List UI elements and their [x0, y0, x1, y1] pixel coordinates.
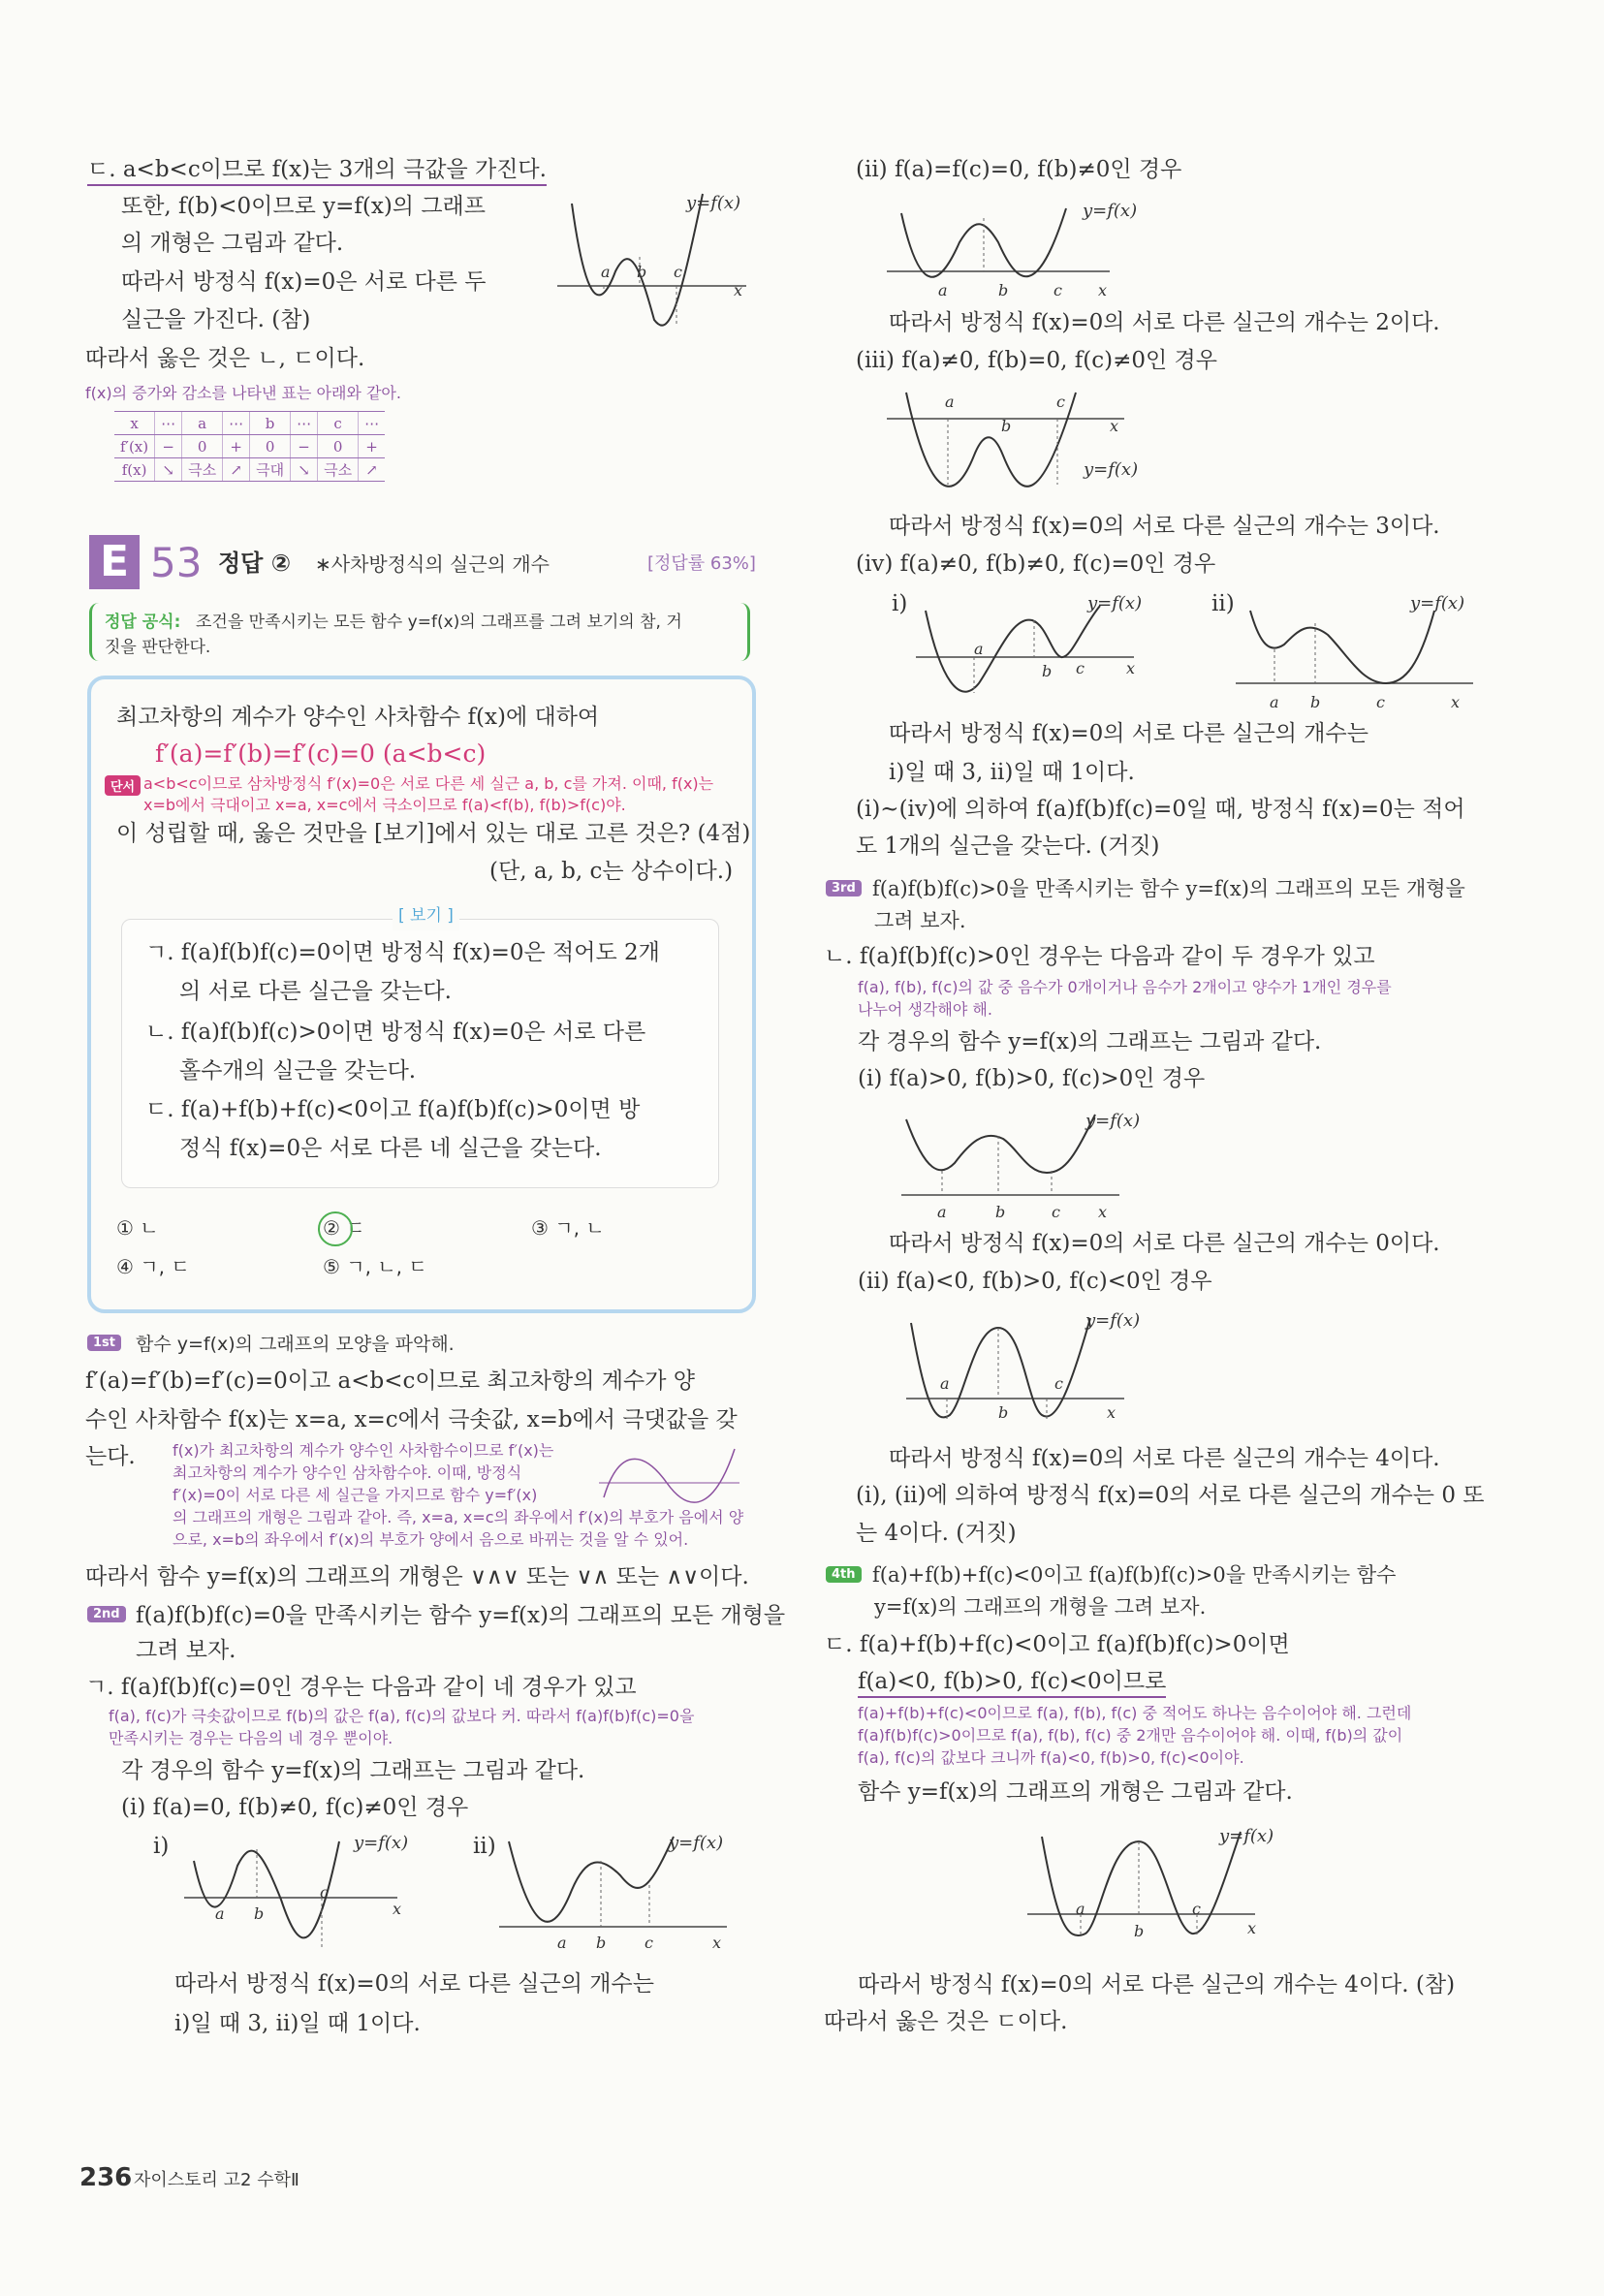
- graph-label: y=f(x): [1087, 593, 1143, 613]
- text-line: 도 1개의 실근을 갖는다. (거짓): [856, 833, 1160, 859]
- graph-label: x: [712, 1934, 722, 1952]
- graph-label: x: [734, 281, 743, 299]
- hint-text: a<b<c이므로 삼차방정식 f′(x)=0은 서로 다른 세 실근 a, b, c를 가져. 이때, f(x)는: [143, 774, 714, 793]
- hint-text: x=b에서 극대이고 x=a, x=c에서 극소이므로 f(a)<f(b), f(b)>f(c)야.: [143, 796, 626, 814]
- table-note: f(x)의 증가와 감소를 나타낸 표는 아래와 같아.: [85, 384, 401, 402]
- bogi-item: ㄴ. f(a)f(b)f(c)>0이면 방정식 f(x)=0은 서로 다른: [145, 1020, 646, 1045]
- final-answer: 따라서 옳은 것은 ㄷ이다.: [824, 2009, 1068, 2034]
- side-note: f(a), f(c)가 극솟값이므로 f(b)의 값은 f(a), f(c)의 값보다 커. 따라서 f(a)f(b)f(c)=0을: [109, 1707, 695, 1725]
- step2-title: 그려 보자.: [136, 1638, 236, 1663]
- side-note: f′(x)=0이 서로 다른 세 실근을 가지므로 함수 y=f′(x): [173, 1486, 538, 1504]
- text-line: ⅰ)일 때 3, ⅱ)일 때 1이다.: [889, 760, 1135, 785]
- text-line: (ⅰ) f(a)=0, f(b)≠0, f(c)≠0인 경우: [121, 1795, 469, 1820]
- text-line: f′(a)=f′(b)=f′(c)=0이고 a<b<c이므로 최고차항의 계수가 양: [85, 1368, 695, 1394]
- graph-label: a: [557, 1934, 567, 1952]
- graph-label: y=f(x): [686, 193, 741, 213]
- answer-circle: [318, 1211, 353, 1246]
- text-line: 따라서 방정식 f(x)=0의 서로 다른 실근의 개수는 3이다.: [889, 514, 1440, 539]
- step3-title: f(a)f(b)f(c)>0을 만족시키는 함수 y=f(x)의 그래프의 모든 개형을: [872, 877, 1465, 900]
- graph-label: a: [601, 263, 611, 281]
- graph-label: c: [645, 1934, 653, 1952]
- bogi-item: 의 서로 다른 실근을 갖는다.: [179, 979, 452, 1004]
- table-cell: +: [223, 435, 250, 458]
- table-cell: 0: [182, 435, 223, 458]
- table-cell: x: [114, 412, 155, 435]
- graph-label: x: [1247, 1919, 1257, 1937]
- text-line: 따라서 함수 y=f(x)의 그래프의 개형은 ∨∧∨ 또는 ∨∧ 또는 ∧∨이다.: [85, 1564, 749, 1589]
- formula-label: 정답 공식:: [105, 613, 181, 632]
- side-note: f(a), f(c)의 값보다 크니까 f(a)<0, f(b)>0, f(c)<0이야.: [858, 1748, 1244, 1767]
- question-formula: f′(a)=f′(b)=f′(c)=0 (a<b<c): [155, 739, 487, 768]
- problem-number: 53: [150, 539, 203, 586]
- table-cell: ⋯: [359, 412, 386, 435]
- graph-label: y=f(x): [1083, 201, 1138, 221]
- table-cell: 0: [318, 435, 359, 458]
- text-line: 따라서 방정식 f(x)=0의 서로 다른 실근의 개수는 4이다. (참): [858, 1972, 1456, 1997]
- graph-label: y=f(x): [1084, 459, 1139, 480]
- question-text: 이 성립할 때, 옳은 것만을 [보기]에서 있는 대로 고른 것은? (4점): [116, 821, 751, 846]
- graph-label: b: [254, 1904, 265, 1923]
- question-text: (단, a, b, c는 상수이다.): [489, 859, 734, 884]
- formula-text: 조건을 만족시키는 모든 함수 y=f(x)의 그래프를 그려 보기의 참, 거: [196, 613, 682, 632]
- table-cell: ↘: [155, 458, 182, 482]
- graph-label: x: [393, 1900, 402, 1918]
- table-cell: f′(x): [114, 435, 155, 458]
- topic: ∗사차방정식의 실근의 개수: [315, 552, 550, 576]
- step1-title: 함수 y=f(x)의 그래프의 모양을 파악해.: [136, 1334, 455, 1355]
- step2-badge: 2nd: [87, 1606, 126, 1622]
- graph-label: b: [596, 1934, 607, 1952]
- step4-badge: 4th: [826, 1566, 862, 1583]
- side-note: 나누어 생각해야 해.: [858, 1000, 992, 1019]
- problem-number-box: [89, 535, 140, 589]
- side-note: f(a)f(b)f(c)>0이므로 f(a), f(b), f(c) 중 2개만 음수이어야 해. 이때, f(b)의 값이: [858, 1726, 1403, 1745]
- text-line: 는 4이다. (거짓): [856, 1521, 1017, 1546]
- table-cell: f(x): [114, 458, 155, 482]
- table-cell: −: [155, 435, 182, 458]
- text-line: 따라서 방정식 f(x)=0은 서로 다른 두: [121, 269, 487, 295]
- choice-4[interactable]: ④ ㄱ, ㄷ: [116, 1255, 190, 1278]
- graph-label: x: [1098, 281, 1108, 299]
- text-line: 실근을 가진다. (참): [121, 307, 311, 332]
- graph-label: c: [1076, 659, 1085, 677]
- text-line: 따라서 방정식 f(x)=0의 서로 다른 실근의 개수는 0이다.: [889, 1231, 1440, 1256]
- text-line: 수인 사차함수 f(x)는 x=a, x=c에서 극솟값, x=b에서 극댓값을 갖: [85, 1407, 738, 1432]
- graph-label: c: [1192, 1900, 1201, 1918]
- graph-label: c: [1056, 393, 1065, 411]
- text-line: ㄱ. f(a)f(b)f(c)=0인 경우는 다음과 같이 네 경우가 있고: [85, 1675, 637, 1700]
- graph-label: c: [1376, 693, 1385, 711]
- graph-label: a: [215, 1904, 225, 1923]
- step2-title: f(a)f(b)f(c)=0을 만족시키는 함수 y=f(x)의 그래프의 모든 개형을: [136, 1603, 786, 1628]
- text-line: (ⅳ) f(a)≠0, f(b)≠0, f(c)=0인 경우: [856, 551, 1216, 577]
- sub-label: ⅱ): [1211, 591, 1235, 616]
- page-number: 236: [79, 2163, 133, 2192]
- graph-label: c: [1052, 1203, 1060, 1221]
- table-cell: 극소: [318, 458, 359, 482]
- table-cell: +: [359, 435, 386, 458]
- bogi-title: [ 보기 ]: [393, 901, 459, 930]
- graph-label: a: [1270, 693, 1279, 711]
- table-cell: b: [250, 412, 291, 435]
- graph-label: x: [1126, 659, 1136, 677]
- graph-label: c: [1054, 1374, 1063, 1393]
- text-line: (ⅱ) f(a)<0, f(b)>0, f(c)<0인 경우: [858, 1269, 1212, 1294]
- sub-label: ⅰ): [153, 1834, 170, 1859]
- choice-3[interactable]: ③ ㄱ, ㄴ: [531, 1216, 605, 1240]
- graph-label: x: [1098, 1203, 1108, 1221]
- text-line: 각 경우의 함수 y=f(x)의 그래프는 그림과 같다.: [858, 1029, 1322, 1054]
- text-line: (ⅱ) f(a)=f(c)=0, f(b)≠0인 경우: [856, 157, 1182, 182]
- graph-label: c: [674, 263, 682, 281]
- graph-label: x: [1107, 1403, 1117, 1422]
- side-note: 으로, x=b의 좌우에서 f′(x)의 부호가 양에서 음으로 바뀌는 것을 알 수 있어.: [173, 1530, 689, 1549]
- graph-label: y=f(x): [1219, 1826, 1274, 1846]
- graph-case4-ii: [1236, 606, 1478, 693]
- table-cell: 극대: [250, 458, 291, 482]
- text-line: (ⅰ) f(a)>0, f(b)>0, f(c)>0인 경우: [858, 1066, 1206, 1091]
- sub-label: ⅱ): [473, 1834, 496, 1859]
- formula-text: 짓을 판단한다.: [105, 638, 211, 657]
- graph-label: b: [1134, 1922, 1145, 1940]
- step4-title: f(a)+f(b)+f(c)<0이고 f(a)f(b)f(c)>0을 만족시키는 함수: [872, 1563, 1397, 1587]
- text-line: 따라서 방정식 f(x)=0의 서로 다른 실근의 개수는: [889, 721, 1368, 746]
- sub-label: ⅰ): [892, 591, 908, 616]
- choice-2[interactable]: ② ㄷ: [323, 1216, 365, 1240]
- side-note: f(x)가 최고차항의 계수가 양수인 사차함수이므로 f′(x)는: [173, 1441, 554, 1460]
- text-line: 따라서 방정식 f(x)=0의 서로 다른 실근의 개수는: [174, 1971, 654, 1997]
- graph-label: c: [320, 1883, 329, 1902]
- bogi-item: ㄷ. f(a)+f(b)+f(c)<0이고 f(a)f(b)f(c)>0이면 방: [145, 1097, 641, 1122]
- graph-label: b: [995, 1203, 1006, 1221]
- d-statement: ㄷ. a<b<c이므로 f(x)는 3개의 극값을 가진다.: [87, 155, 547, 186]
- choice-5[interactable]: ⑤ ㄱ, ㄴ, ㄷ: [323, 1255, 427, 1278]
- graph-label: b: [637, 263, 647, 281]
- table-row: [114, 435, 385, 458]
- accuracy: [정답률 63%]: [647, 553, 756, 574]
- table-cell: ↗: [359, 458, 386, 482]
- book-title: 자이스토리 고2 수학Ⅱ: [134, 2170, 299, 2190]
- table-cell: ⋯: [223, 412, 250, 435]
- text-line: (ⅰ)~(ⅳ)에 의하여 f(a)f(b)f(c)=0일 때, 방정식 f(x)=0는 적어: [856, 797, 1465, 822]
- text-line: 의 개형은 그림과 같다.: [121, 231, 344, 256]
- graph-fprime: [599, 1444, 744, 1502]
- step3-badge: 3rd: [826, 880, 862, 896]
- graph-label: b: [998, 1403, 1009, 1422]
- step3-title: 그려 보자.: [874, 909, 966, 932]
- table-cell: ⋯: [155, 412, 182, 435]
- graph-label: a: [940, 1374, 950, 1393]
- side-note: 최고차항의 계수가 양수인 삼차함수야. 이때, 방정식: [173, 1463, 522, 1482]
- text-line: 는다.: [85, 1444, 136, 1469]
- text-line: 또한, f(b)<0이므로 y=f(x)의 그래프: [121, 194, 486, 219]
- table-row: [114, 458, 385, 482]
- graph-label: y=f(x): [354, 1833, 409, 1853]
- text-line: ㄴ. f(a)f(b)f(c)>0인 경우는 다음과 같이 두 경우가 있고: [824, 944, 1375, 969]
- graph-label: x: [1451, 693, 1461, 711]
- graph-label: a: [937, 1203, 947, 1221]
- question-text: 최고차항의 계수가 양수인 사차함수 f(x)에 대하여: [116, 705, 600, 730]
- table-cell: a: [182, 412, 223, 435]
- graph-label: b: [1310, 693, 1321, 711]
- table-cell: ⋯: [291, 412, 318, 435]
- graph-label: a: [945, 393, 955, 411]
- answer-label: 정답 ②: [218, 550, 292, 577]
- graph-label: y=f(x): [669, 1833, 724, 1853]
- graph-label: y=f(x): [1085, 1111, 1141, 1131]
- graph-label: c: [1054, 281, 1062, 299]
- hint-badge: 단서: [105, 775, 141, 796]
- text-line: 각 경우의 함수 y=f(x)의 그래프는 그림과 같다.: [121, 1758, 585, 1783]
- text-line: f(a)<0, f(b)>0, f(c)<0이므로: [858, 1667, 1166, 1698]
- bogi-item: ㄱ. f(a)f(b)f(c)=0이면 방정식 f(x)=0은 적어도 2개: [145, 940, 660, 965]
- side-note: 의 그래프의 개형은 그림과 같아. 즉, x=a, x=c의 좌우에서 f′(x)의 부호가 음에서 양: [173, 1508, 744, 1526]
- sign-table: [114, 411, 385, 482]
- text-line: 따라서 방정식 f(x)=0의 서로 다른 실근의 개수는 4이다.: [889, 1446, 1440, 1471]
- bogi-item: 홀수개의 실근을 갖는다.: [179, 1058, 417, 1084]
- text-line: (ⅰ), (ⅱ)에 의하여 방정식 f(x)=0의 서로 다른 실근의 개수는 0 또: [856, 1483, 1485, 1508]
- graph-label: y=f(x): [1085, 1310, 1141, 1331]
- step4-title: y=f(x)의 그래프의 개형을 그려 보자.: [874, 1595, 1207, 1619]
- problem-letter: E: [99, 537, 130, 586]
- graph-label: a: [974, 640, 984, 658]
- table-cell: ↗: [223, 458, 250, 482]
- graph-label: x: [1110, 417, 1119, 435]
- text-line: (ⅲ) f(a)≠0, f(b)=0, f(c)≠0인 경우: [856, 348, 1217, 373]
- conclusion: 따라서 옳은 것은 ㄴ, ㄷ이다.: [85, 346, 365, 371]
- text-line: ⅰ)일 때 3, ⅱ)일 때 1이다.: [174, 2011, 421, 2036]
- side-note: 만족시키는 경우는 다음의 네 경우 뿐이야.: [109, 1729, 393, 1747]
- table-row: [114, 412, 385, 435]
- side-note: f(a)+f(b)+f(c)<0이므로 f(a), f(b), f(c) 중 적어도 하나는 음수이어야 해. 그런데: [858, 1704, 1412, 1722]
- text-line: 함수 y=f(x)의 그래프의 개형은 그림과 같다.: [858, 1779, 1293, 1805]
- table-cell: −: [291, 435, 318, 458]
- side-note: f(a), f(b), f(c)의 값 중 음수가 0개이거나 음수가 2개이고 양수가 1개인 경우를: [858, 978, 1392, 996]
- step1-badge: 1st: [87, 1335, 121, 1351]
- graph-label: b: [1042, 662, 1053, 680]
- graph-label: a: [1076, 1900, 1085, 1918]
- text-line: ㄷ. f(a)+f(b)+f(c)<0이고 f(a)f(b)f(c)>0이면: [824, 1632, 1290, 1657]
- table-cell: 극소: [182, 458, 223, 482]
- graph-label: b: [1001, 417, 1012, 435]
- table-cell: c: [318, 412, 359, 435]
- text-line: 따라서 방정식 f(x)=0의 서로 다른 실근의 개수는 2이다.: [889, 310, 1440, 335]
- table-cell: 0: [250, 435, 291, 458]
- choice-1[interactable]: ① ㄴ: [116, 1216, 159, 1240]
- graph-label: b: [998, 281, 1009, 299]
- bogi-item: 정식 f(x)=0은 서로 다른 네 실근을 갖는다.: [179, 1136, 602, 1161]
- table-cell: ↘: [291, 458, 318, 482]
- graph-label: y=f(x): [1410, 593, 1465, 613]
- graph-label: a: [938, 281, 948, 299]
